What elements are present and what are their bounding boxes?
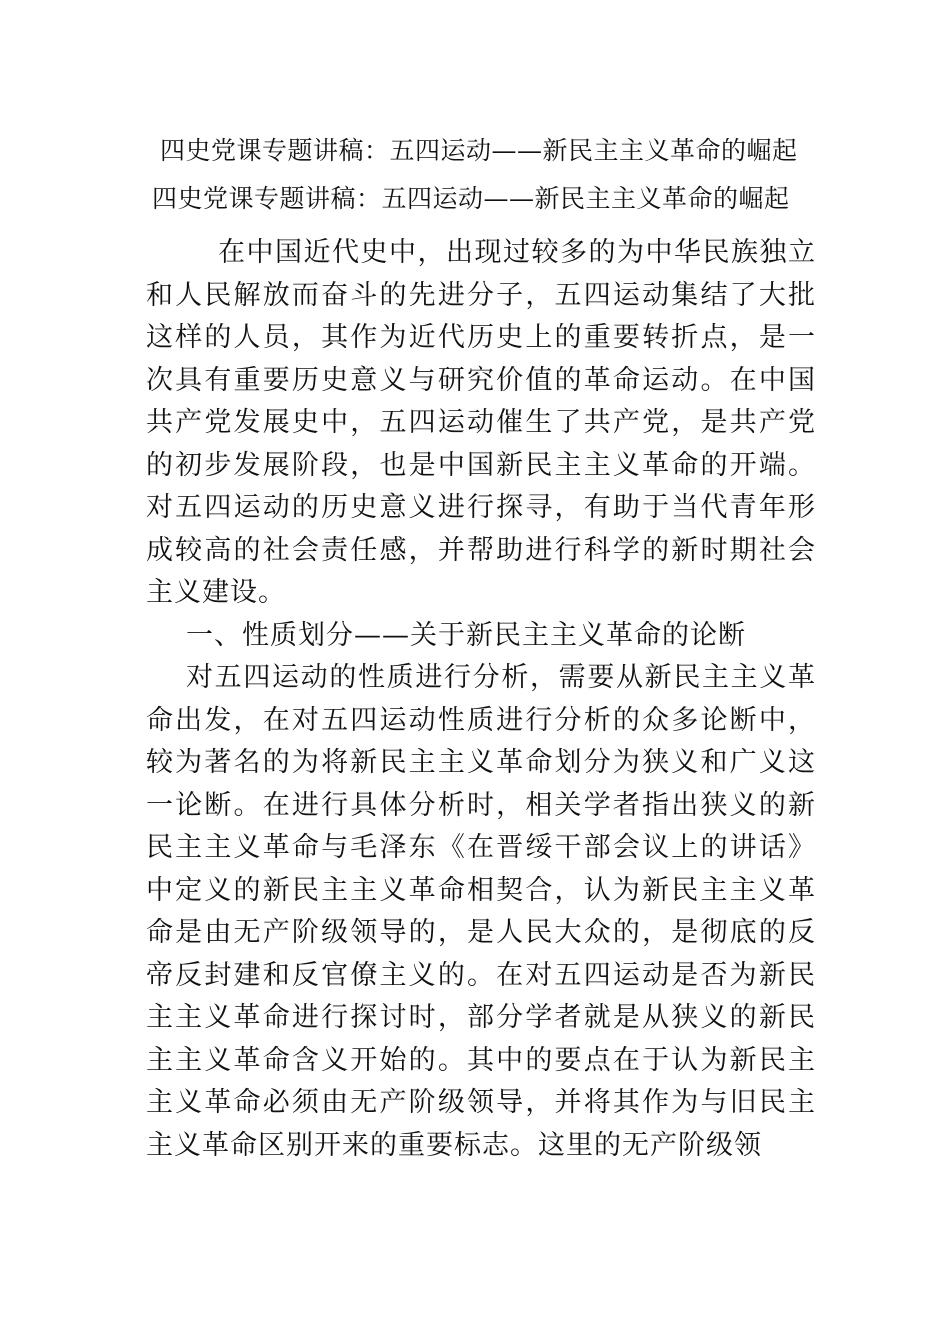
body-text: [146, 232, 816, 1167]
paragraph-nature: 对五四运动的性质进行分析，需要从新民主主义革命出发，在对五四运动性质进行分析的众多论断中，较为著名的为将新民主主义革命划分为狭义和广义这一论断。在进行具体分析时，相关学者指出狭义的新民主主义革命与毛泽东《在晋绥干部会议上的讲话》中定义的新民主主义革命相契合，认为新民主主义革命是由无产阶级领导的，是人民大众的，是彻底的反帝反封建和反官僚主义的。在对五四运动是否为新民主主义革命进行探讨时，部分学者就是从狭义的新民主主义革命含义开始的。其中的要点在于认为新民主主义革命必须由无产阶级领导，并将其作为与旧民主主义革命区别开来的重要标志。这里的无产阶级领: [146, 662, 816, 1161]
document-title-repeat: 四史党课专题讲稿：五四运动——新民主主义革命的崛起: [152, 184, 790, 213]
paragraph-intro: 在中国近代史中，出现过较多的为中华民族独立和人民解放而奋斗的先进分子，五四运动集结了大批这样的人员，其作为近代历史上的重要转折点，是一次具有重要历史意义与研究价值的革命运动。在中国共产党发展史中，五四运动催生了共产党，是共产党的初步发展阶段，也是中国新民主主义革命的开端。对五四运动的历史意义进行探寻，有助于当代青年形成较高的社会责任感，并帮助进行科学的新时期社会主义建设。: [146, 237, 816, 608]
document-title: 四史党课专题讲稿：五四运动——新民主主义革命的崛起: [160, 136, 798, 165]
section-heading: 一、性质划分——关于新民主主义革命的论断: [186, 619, 746, 651]
